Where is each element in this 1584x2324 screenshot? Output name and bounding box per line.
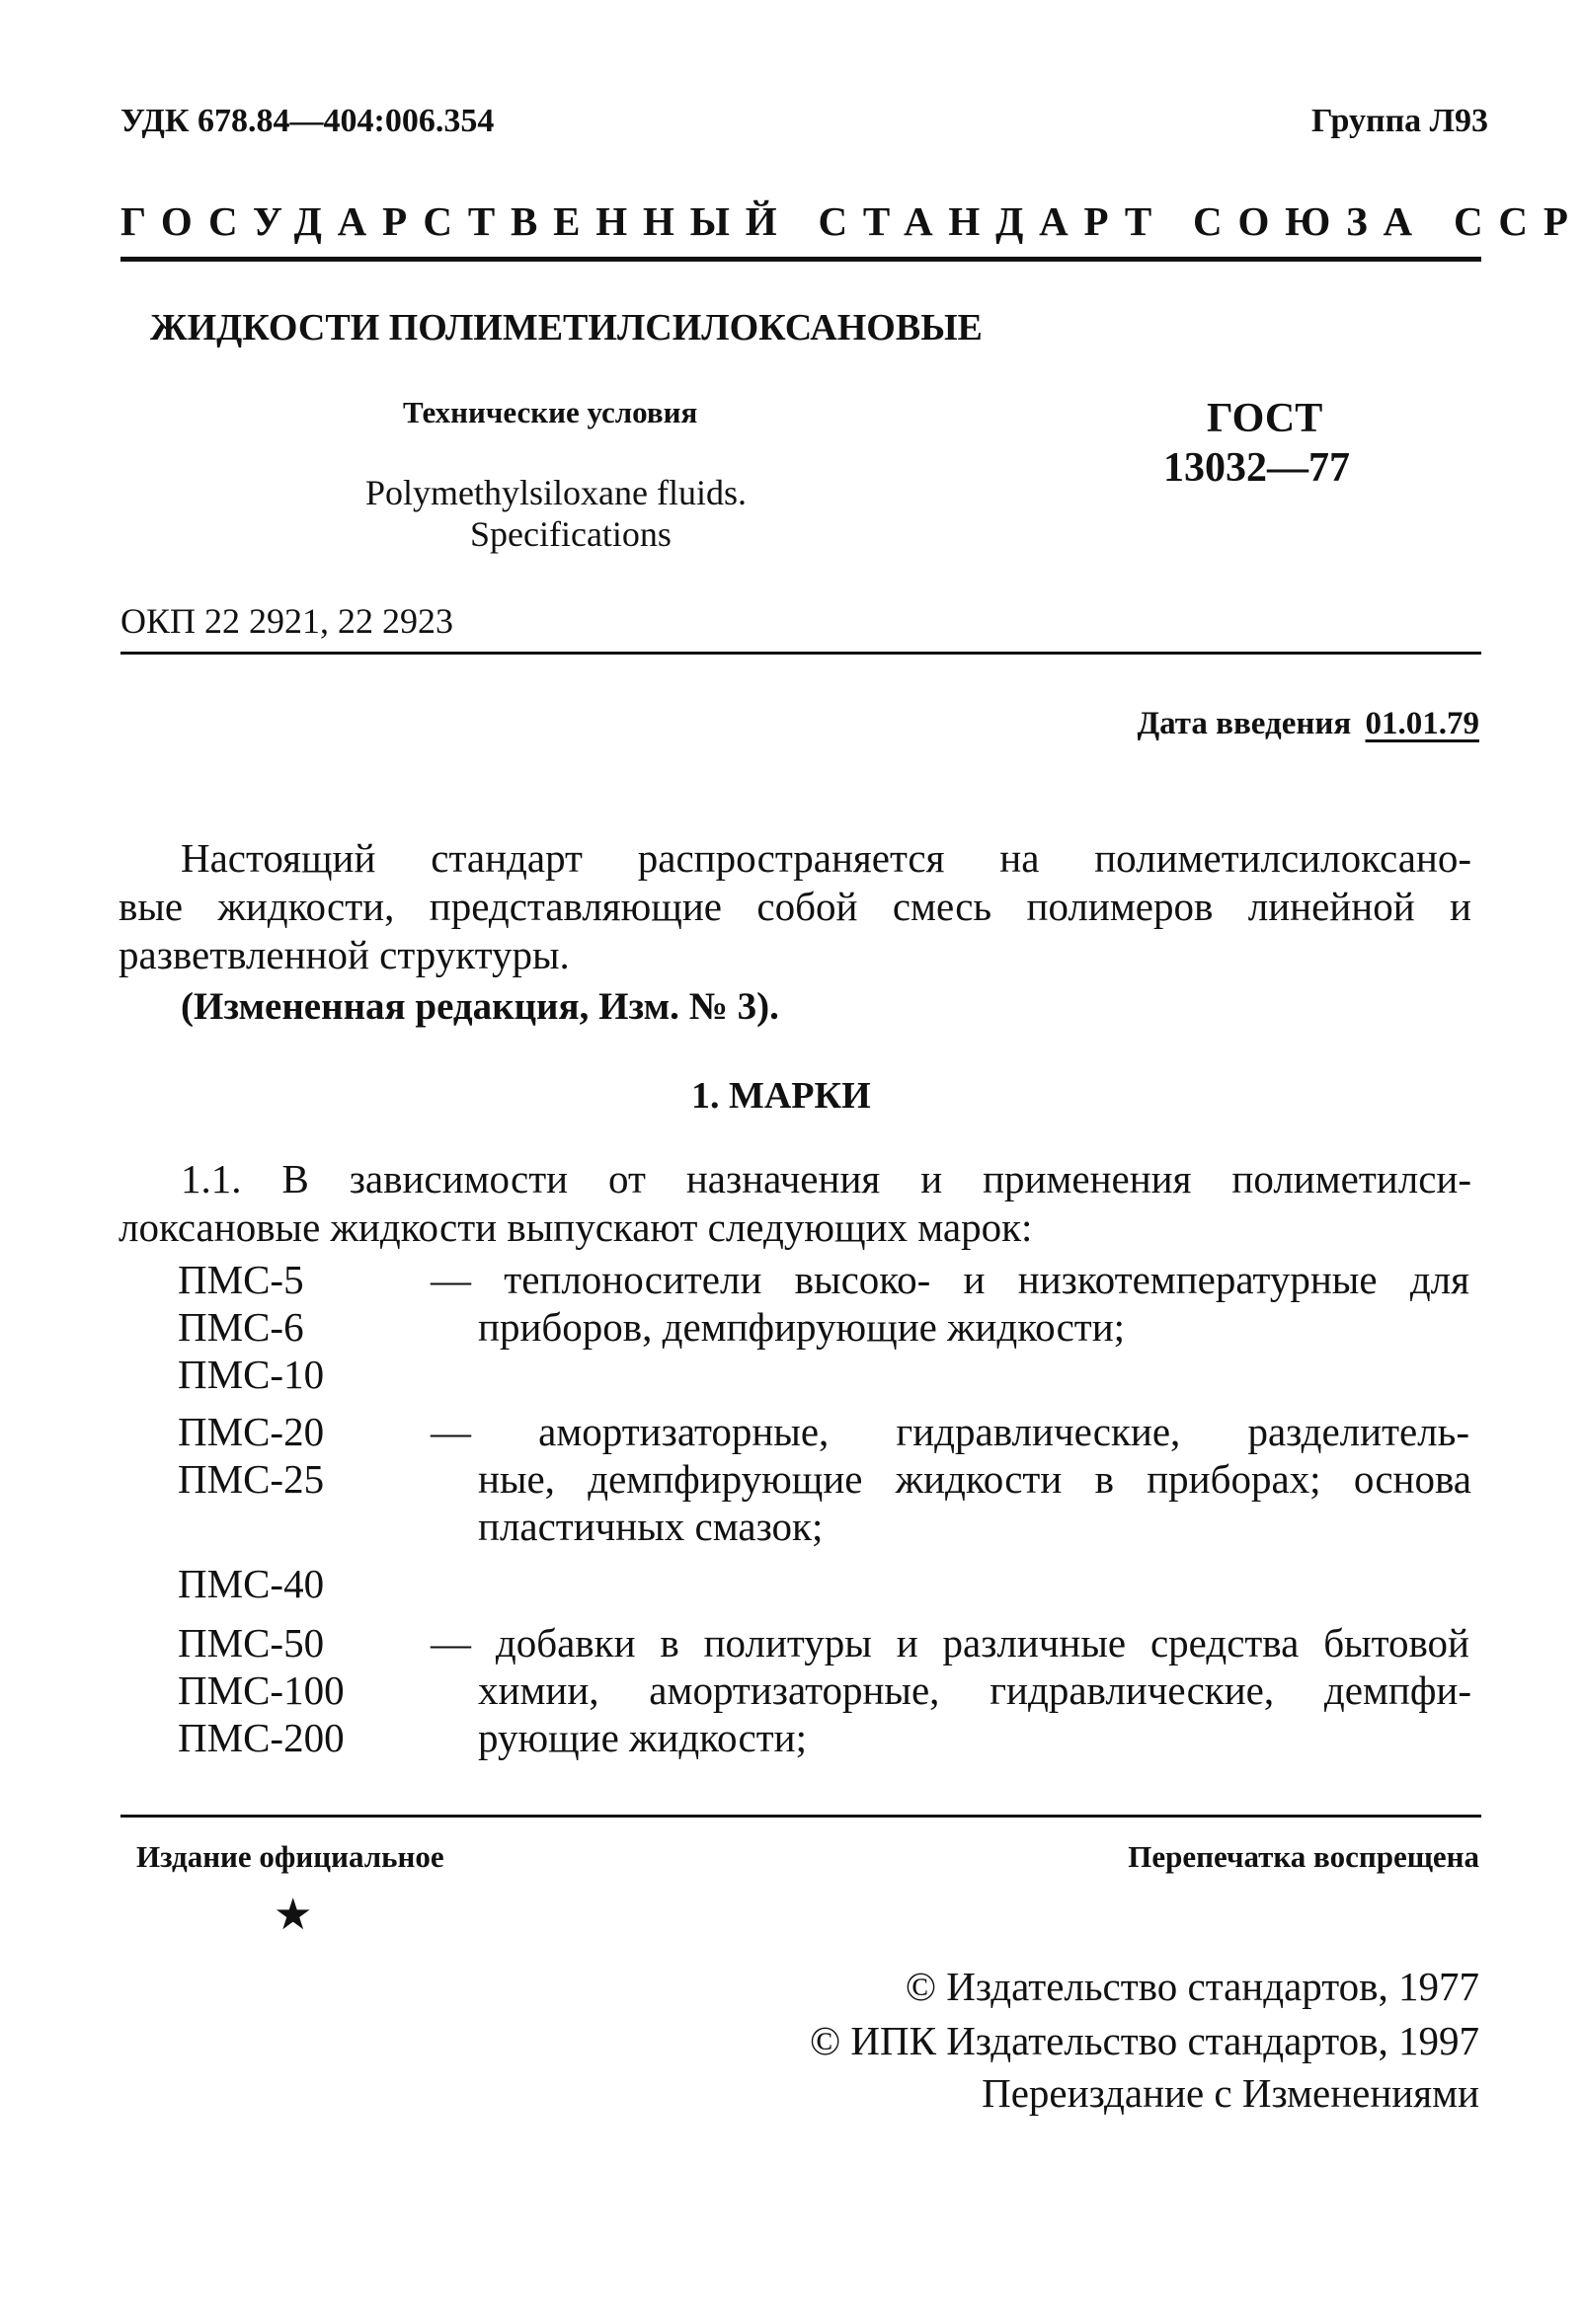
- document-title: ЖИДКОСТИ ПОЛИМЕТИЛСИЛОКСАНОВЫЕ: [150, 307, 983, 349]
- grade-description-2-line-3: пластичных смазок;: [478, 1504, 824, 1549]
- grade-description-2-line-1: — амортизаторные, гидравлические, разделитель-: [431, 1409, 1469, 1454]
- section-paragraph-line-1: 1.1. В зависимости от назначения и применения полиметилси-: [181, 1156, 1471, 1201]
- grade-description-4-line-3: рующие жидкости;: [478, 1715, 807, 1760]
- intro-line-3: разветвленной структуры.: [119, 932, 570, 977]
- udk-code: УДК 678.84—404:006.354: [120, 103, 495, 139]
- okp-codes: ОКП 22 2921, 22 2923: [120, 601, 454, 641]
- grade-pms-20: ПМС-20: [178, 1409, 325, 1454]
- grade-pms-100: ПМС-100: [178, 1667, 345, 1713]
- grade-pms-200: ПМС-200: [178, 1715, 345, 1760]
- grade-description-4-line-1: — добавки в политуры и различные средства бытовой: [431, 1620, 1469, 1666]
- grade-description-2-line-2: ные, демпфирующие жидкости в приборах; основа: [478, 1456, 1471, 1502]
- star-icon: ★: [274, 1890, 313, 1940]
- document-subtitle: Технические условия: [403, 395, 698, 429]
- copyright-1977: © Издательство стандартов, 1977: [905, 1964, 1479, 2009]
- intro-date-value: 01.01.79: [1365, 706, 1479, 741]
- no-reprint-notice: Перепечатка воспрещена: [1128, 1839, 1479, 1874]
- footer-rule: [120, 1815, 1481, 1818]
- okp-rule: [120, 652, 1481, 655]
- intro-line-1: Настоящий стандарт распространяется на полиметилсилоксано-: [181, 835, 1471, 881]
- official-edition: Издание официальное: [136, 1839, 444, 1874]
- grade-pms-40: ПМС-40: [178, 1561, 325, 1606]
- grade-pms-25: ПМС-25: [178, 1456, 325, 1502]
- grade-description-4-line-2: химии, амортизаторные, гидравлические, демпфи-: [478, 1667, 1471, 1713]
- section-heading: 1. МАРКИ: [691, 1075, 871, 1117]
- state-standard-heading: ГОСУДАРСТВЕННЫЙ СТАНДАРТ СОЮЗА ССР: [120, 198, 1584, 244]
- intro-line-2: вые жидкости, представляющие собой смесь полимеров линейной и: [119, 884, 1471, 929]
- grade-pms-5: ПМС-5: [178, 1257, 304, 1302]
- gost-label: ГОСТ: [1207, 396, 1323, 441]
- grade-description-1-line-1: — теплоносители высоко- и низкотемпературные для: [431, 1257, 1469, 1302]
- reissue-note: Переиздание с Изменениями: [982, 2070, 1479, 2116]
- intro-date: [1137, 706, 1479, 742]
- copyright-1997: © ИПК Издательство стандартов, 1997: [809, 2018, 1479, 2063]
- grade-pms-50: ПМС-50: [178, 1620, 325, 1666]
- grade-description-1-line-2: приборов, демпфирующие жидкости;: [478, 1304, 1126, 1350]
- english-title-line-1: Polymethylsiloxane fluids.: [365, 473, 747, 512]
- amendment-note: (Измененная редакция, Изм. № 3).: [181, 985, 779, 1028]
- english-title-line-2: Specifications: [470, 514, 672, 554]
- intro-date-label: Дата введения: [1137, 706, 1352, 741]
- grade-pms-6: ПМС-6: [178, 1304, 304, 1350]
- header-rule: [120, 257, 1481, 262]
- gost-number: 13032—77: [1163, 445, 1350, 491]
- grade-pms-10: ПМС-10: [178, 1352, 325, 1397]
- group-code: Группа Л93: [1311, 103, 1488, 139]
- section-paragraph-line-2: локсановые жидкости выпускают следующих марок:: [119, 1204, 1033, 1250]
